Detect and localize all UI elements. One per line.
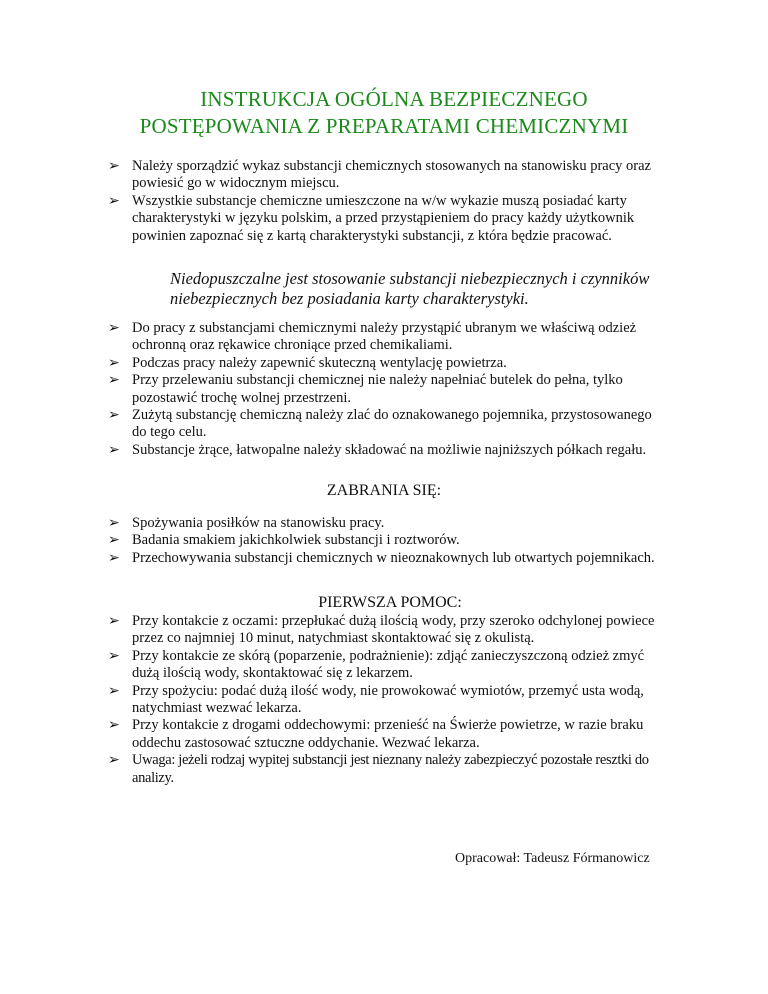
general-rules-list (108, 158, 668, 245)
list-item: ➢ Zużytą substancję chemiczną należy zlać do oznakowanego pojemnika, przystosowanego do tego celu. (108, 407, 652, 441)
document-title-line-2: POSTĘPOWANIA Z PREPARATAMI CHEMICZNYMI (139, 114, 629, 138)
list-item: ➢ Przy kontakcie z drogami oddechowymi: przenieść na Świerże powietrze, w razie braku oddechu zastosować sztuczne oddychanie. Wezwać lekarza. (108, 717, 644, 751)
arrow-bullet-icon: ➢ (108, 533, 120, 549)
arrow-bullet-icon: ➢ (108, 159, 120, 174)
list-item: ➢ Należy sporządzić wykaz substancji chemicznych stosowanych na stanowisku pracy oraz powiesić go w widocznym miejscu. (108, 158, 651, 192)
list-item: ➢ Przy spożyciu: podać dużą ilość wody, nie prowokować wymiotów, przemyć usta wodą, natychmiast wezwać lekarza. (108, 682, 644, 717)
list-item: ➢ Przy przelewaniu substancji chemicznej nie należy napełniać butelek do pełna, tylko pozostawić trochę wolnej przestrzeni. (108, 372, 623, 406)
list-item: ➢ Przy kontakcie z oczami: przepłukać dużą ilością wody, przy szeroko odchylonej powiece przez co najmniej 10 minut, natychmiast skontaktować się z okulistą. (108, 613, 655, 647)
arrow-bullet-icon: ➢ (108, 516, 120, 531)
list-item: ➢ Spożywania posiłków na stanowisku pracy. (108, 515, 385, 531)
list-item: ➢ Uwaga: jeżeli rodzaj wypitej substancji jest nieznany należy zabezpieczyć pozostałe resztki do analizy. (108, 752, 649, 786)
document-title-line-1: INSTRUKCJA OGÓLNA BEZPIECZNEGO (200, 87, 588, 111)
arrow-bullet-icon: ➢ (108, 550, 120, 566)
arrow-bullet-icon: ➢ (108, 648, 120, 664)
arrow-bullet-icon: ➢ (108, 355, 120, 371)
first-aid-list (108, 613, 668, 787)
arrow-bullet-icon: ➢ (108, 753, 120, 769)
author-signature: Opracował: Tadeusz Fórmanowicz (455, 851, 650, 866)
list-item: ➢ Wszystkie substancje chemiczne umieszczone na w/w wykazie muszą posiadać karty charakterystyki w języku polskim, a przed przystąpieniem do pracy każdy użytkownik powinien zapoznać się z kartą charakterystyki substancji, z która będzie pracować. (108, 192, 635, 244)
prohibited-list (108, 515, 668, 567)
list-item: ➢ Przy kontakcie ze skórą (poparzenie, podrażnienie): zdjąć zanieczyszczoną odzież zmyć dużą ilością wody, skontaktować się z lekarzem. (108, 647, 645, 682)
list-item: ➢ Do pracy z substancjami chemicznymi należy przystąpić ubranym we właściwą odzież ochronną oraz rękawice chroniące przed chemikaliami. (108, 320, 637, 354)
arrow-bullet-icon: ➢ (108, 718, 120, 734)
list-item: ➢ Badania smakiem jakichkolwiek substancji i roztworów. (108, 532, 460, 549)
arrow-bullet-icon: ➢ (108, 321, 120, 336)
first-aid-heading: PIERWSZA POMOC: (318, 594, 462, 611)
list-item: ➢ Substancje żrące, łatwopalne należy składować na możliwie najniższych półkach regału. (108, 441, 647, 458)
list-item: ➢ Przechowywania substancji chemicznych w nieoznakownych lub otwartych pojemnikach. (108, 549, 655, 566)
work-rules-list (108, 320, 668, 459)
list-item: ➢ Podczas pracy należy zapewnić skuteczną wentylację powietrza. (108, 354, 507, 371)
arrow-bullet-icon: ➢ (108, 683, 120, 699)
arrow-bullet-icon: ➢ (108, 442, 120, 458)
safety-note: Niedopuszczalne jest stosowanie substancji niebezpiecznych i czynników niebezpiecznych bez posiadania karty charakterystyki. (170, 269, 650, 308)
arrow-bullet-icon: ➢ (108, 193, 120, 209)
arrow-bullet-icon: ➢ (108, 614, 120, 629)
arrow-bullet-icon: ➢ (108, 408, 120, 424)
prohibited-heading: ZABRANIA SIĘ: (326, 482, 442, 499)
arrow-bullet-icon: ➢ (108, 373, 120, 389)
